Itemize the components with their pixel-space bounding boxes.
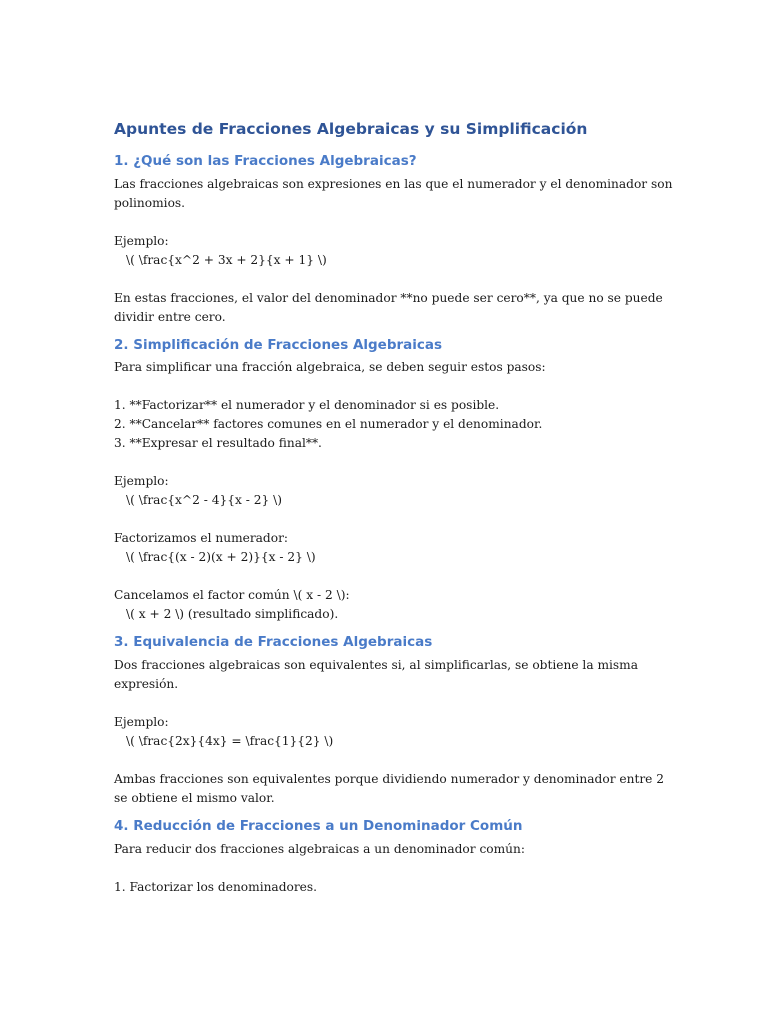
factor-label: Factorizamos el numerador:: [114, 531, 289, 546]
example-expression: \( \frac{2x}{4x} = \frac{1}{2} \): [126, 734, 334, 749]
section-heading: 2. Simplificación de Fracciones Algebraicas: [114, 336, 443, 353]
spacer: [114, 859, 674, 878]
spacer: [114, 453, 674, 472]
section-intro: Las fracciones algebraicas son expresiones en las que el numerador y el denominador son polinomios.: [114, 176, 677, 210]
factor-expression: \( \frac{(x - 2)(x + 2)}{x - 2} \): [126, 550, 316, 565]
section-heading: 4. Reducción de Fracciones a un Denominador Común: [114, 818, 523, 835]
spacer: [114, 694, 674, 713]
cancel-label: Cancelamos el factor común \( x - 2 \):: [114, 588, 350, 603]
spacer: [114, 377, 674, 396]
section-intro: Para reducir dos fracciones algebraicas a un denominador común:: [114, 841, 525, 856]
step-item: 2. **Cancelar** factores comunes en el numerador y el denominador.: [114, 417, 543, 432]
step-item: 1. **Factorizar** el numerador y el denominador si es posible.: [114, 398, 500, 413]
section-intro: Para simplificar una fracción algebraica, se deben seguir estos pasos:: [114, 360, 546, 375]
section-heading: 3. Equivalencia de Fracciones Algebraicas: [114, 634, 433, 651]
spacer: [114, 510, 674, 529]
step-item: 1. Factorizar los denominadores.: [114, 879, 318, 894]
section-4: [114, 818, 674, 897]
section-2: [114, 337, 674, 625]
example-expression: \( \frac{x^2 - 4}{x - 2} \): [126, 493, 282, 508]
document-title: Apuntes de Fracciones Algebraicas y su Simplificación: [114, 120, 588, 138]
example-label: Ejemplo:: [114, 474, 169, 489]
section-3: [114, 634, 674, 808]
cancel-expression: \( x + 2 \) (resultado simplificado).: [126, 607, 339, 622]
spacer: [114, 270, 674, 289]
section-heading: 1. ¿Qué son las Fracciones Algebraicas?: [114, 153, 417, 170]
spacer: [114, 213, 674, 232]
section-note: Ambas fracciones son equivalentes porque dividiendo numerador y denominador entre 2 se obtiene el mismo valor.: [114, 772, 668, 806]
spacer: [114, 567, 674, 586]
section-1: [114, 153, 677, 327]
step-item: 3. **Expresar el resultado final**.: [114, 436, 322, 451]
section-intro: Dos fracciones algebraicas son equivalentes si, al simplificarlas, se obtiene la misma expresión.: [114, 658, 642, 692]
document-page: [114, 120, 677, 907]
example-label: Ejemplo:: [114, 715, 169, 730]
section-note: En estas fracciones, el valor del denominador **no puede ser cero**, ya que no se puede dividir entre cero.: [114, 290, 667, 324]
example-expression: \( \frac{x^2 + 3x + 2}{x + 1} \): [126, 252, 327, 267]
example-label: Ejemplo:: [114, 233, 169, 248]
spacer: [114, 751, 674, 770]
